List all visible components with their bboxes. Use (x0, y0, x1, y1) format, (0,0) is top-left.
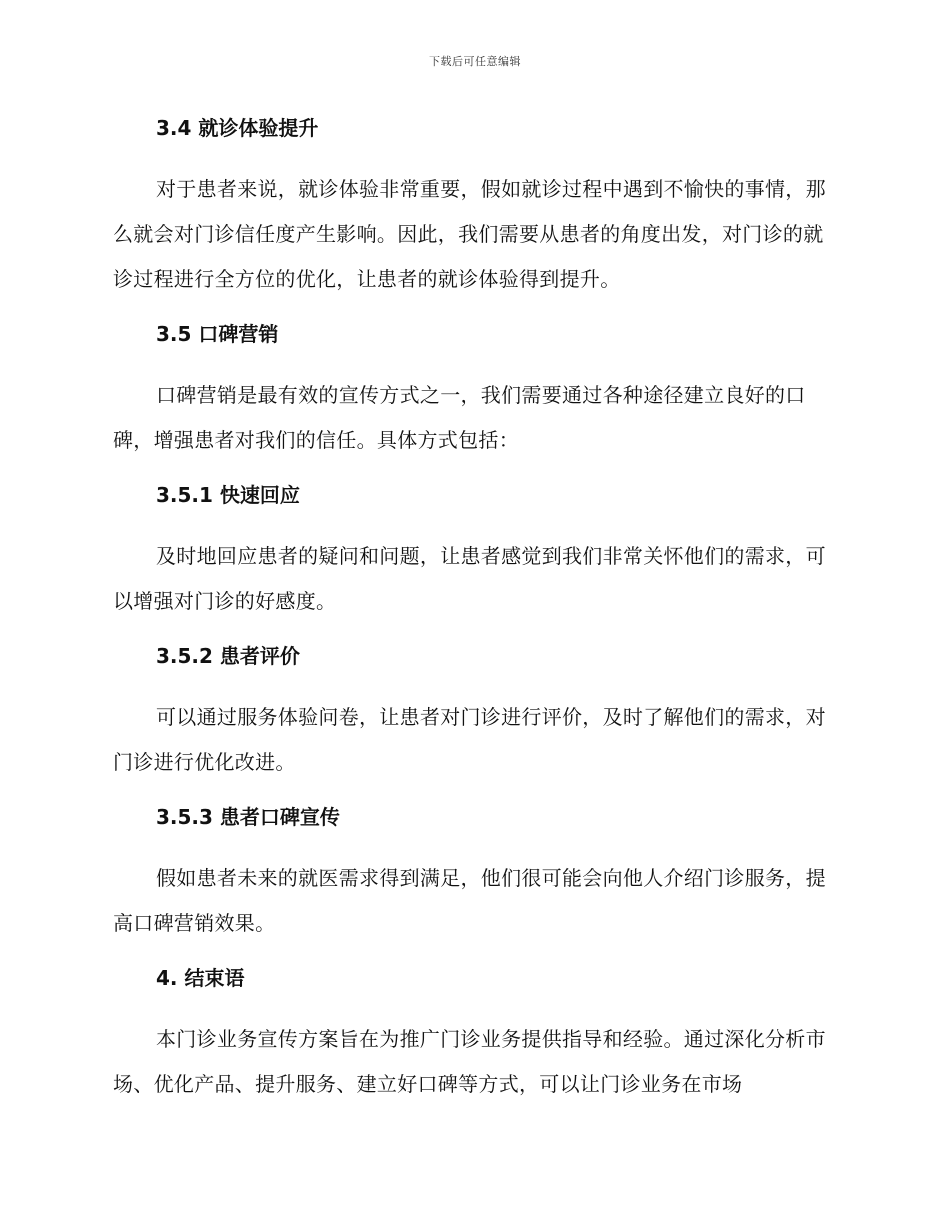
section-heading-3-5-3: 3.5.3 患者口碑宣传 (156, 805, 340, 829)
section-paragraph-3-5: 口碑营销是最有效的宣传方式之一，我们需要通过各种途径建立良好的口碑，增强患者对我们的信任。具体方式包括： (113, 383, 806, 452)
section-heading-3-5: 3.5 口碑营销 (156, 322, 279, 346)
section-paragraph-3-5-3: 假如患者未来的就医需求得到满足，他们很可能会向他人介绍门诊服务，提高口碑营销效果。 (113, 866, 826, 935)
section-paragraph-3-4: 对于患者来说，就诊体验非常重要，假如就诊过程中遇到不愉快的事情，那么就会对门诊信任度产生影响。因此，我们需要从患者的角度出发，对门诊的就诊过程进行全方位的优化，让患者的就诊体验得到提升。 (113, 177, 826, 291)
section-heading-4: 4. 结束语 (156, 966, 245, 990)
section-heading-3-4: 3.4 就诊体验提升 (156, 116, 319, 140)
section-paragraph-4: 本门诊业务宣传方案旨在为推广门诊业务提供指导和经验。通过深化分析市场、优化产品、提升服务、建立好口碑等方式，可以让门诊业务在市场 (113, 1027, 826, 1096)
header-note: 下载后可任意编辑 (429, 55, 521, 68)
section-heading-3-5-1: 3.5.1 快速回应 (156, 483, 300, 507)
document-body (113, 110, 833, 1107)
section-paragraph-3-5-1: 及时地回应患者的疑问和问题，让患者感觉到我们非常关怀他们的需求，可以增强对门诊的好感度。 (113, 544, 826, 613)
section-heading-3-5-2: 3.5.2 患者评价 (156, 644, 300, 668)
section-paragraph-3-5-2: 可以通过服务体验问卷，让患者对门诊进行评价，及时了解他们的需求，对门诊进行优化改进。 (113, 705, 826, 774)
